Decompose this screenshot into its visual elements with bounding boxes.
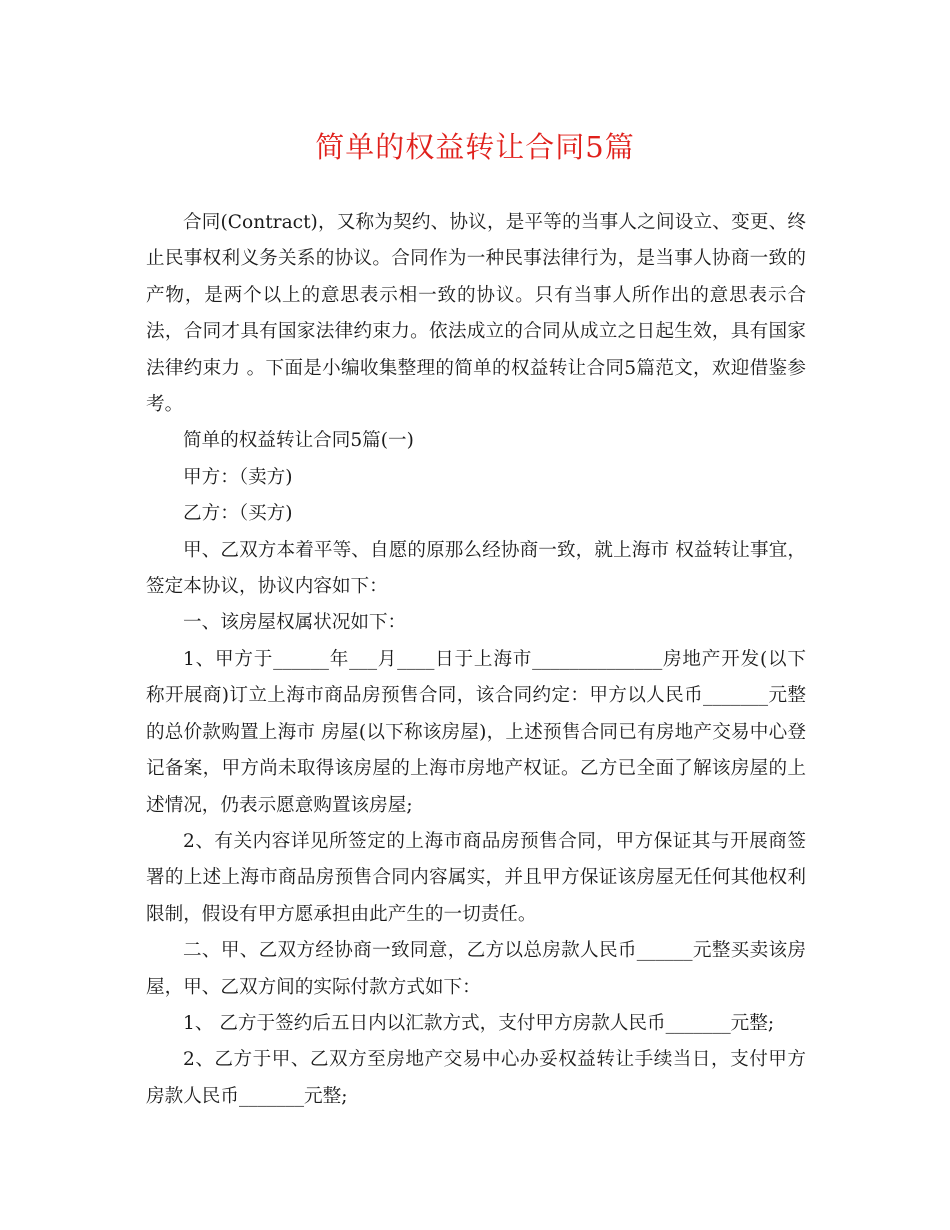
clause-two-item-2: 2、乙方于甲、乙双方至房地产交易中心办妥权益转让手续当日，支付甲方房款人民币_______元整; — [146, 1049, 806, 1107]
clause-two-heading: 二、甲、乙双方经协商一致同意，乙方以总房款人民币______元整买卖该房屋，甲、乙双方间的实际付款方式如下： — [146, 940, 806, 998]
party-b-line: 乙方：（买方) — [183, 503, 293, 525]
intro-paragraph: 合同(Contract)，又称为契约、协议，是平等的当事人之间设立、变更、终止民事权利义务关系的协议。合同作为一种民事法律行为，是当事人协商一致的产物，是两个以上的意思表示相一致的协议。只有当事人所作出的意思表示合法，合同才具有国家法律约束力。依法成立的合同从成立之日起生效，具有国家法律约束力 。下面是小编收集整理的简单的权益转让合同5篇范文，欢迎借鉴参考。 — [146, 212, 806, 416]
agreement-preamble: 甲、乙双方本着平等、自愿的原那么经协商一致，就上海市 权益转让事宜，签定本协议，协议内容如下： — [146, 539, 806, 598]
clause-one-heading: 一、该房屋权属状况如下： — [183, 612, 407, 634]
clause-one-item-2: 2、有关内容详见所签定的上海市商品房预售合同，甲方保证其与开展商签署的上述上海市商品房预售合同内容属实，并且甲方保证该房屋无任何其他权利限制，假设有甲方愿承担由此产生的一切责任。 — [146, 830, 806, 925]
document-body — [146, 205, 806, 1115]
document-title: 简单的权益转让合同5篇 — [315, 130, 635, 164]
section-heading: 简单的权益转让合同5篇(一) — [183, 430, 414, 452]
clause-one-item-1: 1、甲方于______年___月____日于上海市______________房地产开发(以下称开展商)订立上海市商品房预售合同，该合同约定：甲方以人民币_______元整的总价款购置上海市 房屋(以下称该房屋)，上述预售合同已有房地产交易中心登记备案，甲方尚未取得该房屋的上海市房地产权证。乙方已全面了解该房屋的上述情况，仍表示愿意购置该房屋; — [146, 648, 806, 816]
clause-two-item-1: 1、 乙方于签约后五日内以汇款方式，支付甲方房款人民币_______元整; — [183, 1012, 775, 1034]
party-a-line: 甲方：（卖方) — [183, 466, 293, 488]
